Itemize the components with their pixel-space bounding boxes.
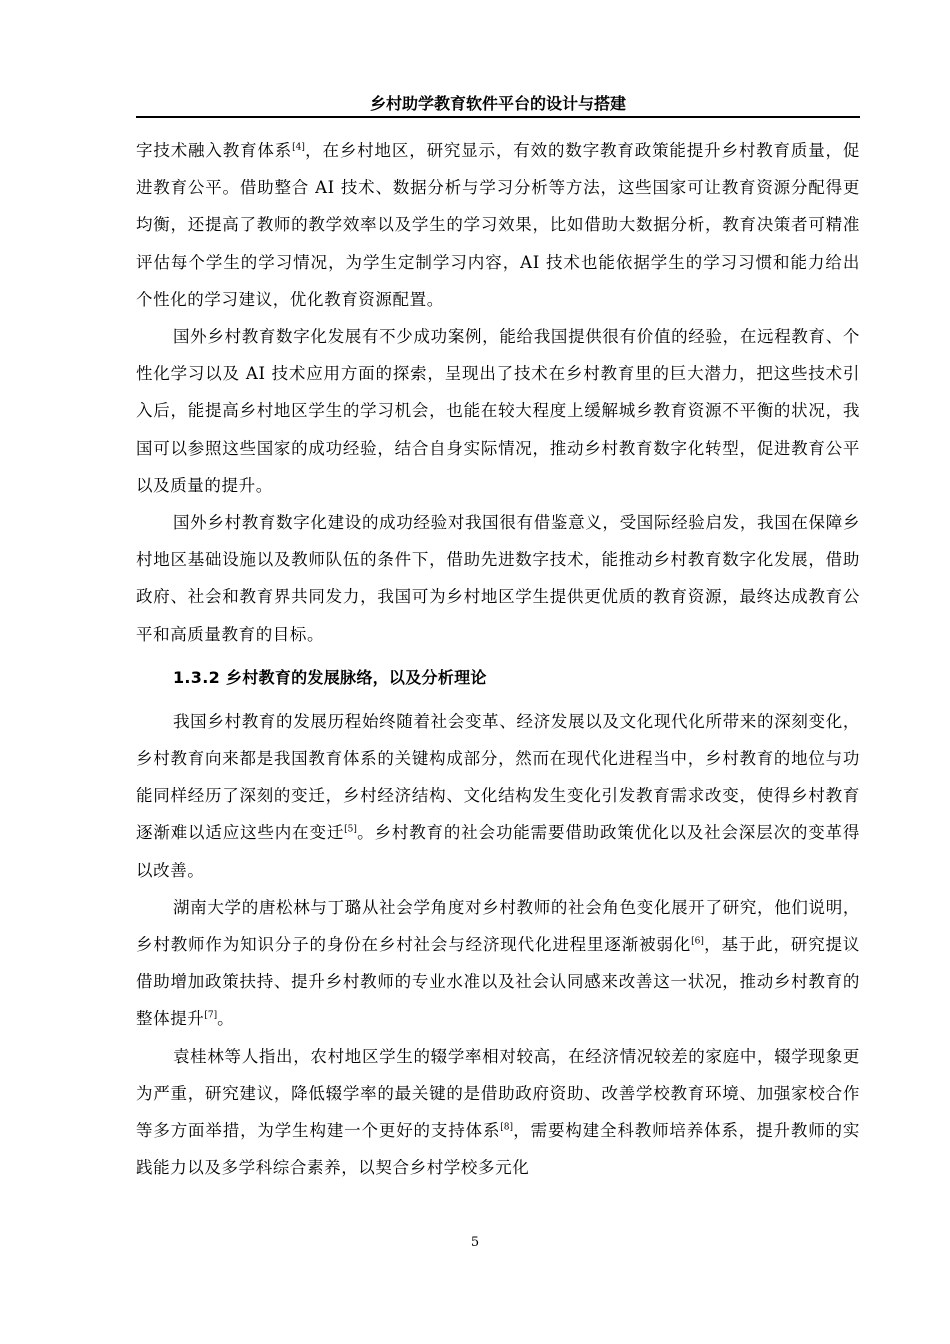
paragraph-text: 。 xyxy=(217,1009,235,1029)
citation-ref: [4] xyxy=(292,142,305,153)
citation-ref: [7] xyxy=(204,1010,218,1021)
paragraph: 国外乡村教育数字化建设的成功经验对我国很有借鉴意义，受国际经验启发，我国在保障乡村地区基础设施以及教师队伍的条件下，借助先进数字技术，能推动乡村教育数字化发展，借助政府、社会和教育界共同发力，我国可为乡村地区学生提供更优质的教育资源，最终达成教育公平和高质量教育的目标。 xyxy=(136,513,860,644)
citation-ref: [5] xyxy=(344,824,357,835)
paragraph-text: 我国乡村教育的发展历程始终随着社会变革、经济发展以及文化现代化所带来的深刻变化，乡村教育向来都是我国教育体系的关键构成部分，然而在现代化进程当中，乡村教育的地位与功能同样经历了深刻的变迁，乡村经济结构、文化结构发生变化引发教育需求改变，使得乡村教育逐渐难以适应这些内在变迁 xyxy=(136,711,860,843)
paragraph-text: 湖南大学的唐松林与丁璐从社会学角度对乡村教师的社会角色变化展开了研究，他们说明，乡村教师作为知识分子的身份在乡村社会与经济现代化进程里逐渐被弱化 xyxy=(136,897,860,955)
paragraph-text: ，需要构建全科教师培养体系，提升教师的实践能力以及多学科综合素养，以契合乡村学校多元化 xyxy=(136,1121,860,1178)
running-header-title: 乡村助学教育软件平台的设计与搭建 xyxy=(369,94,626,113)
paragraph: 国外乡村教育数字化发展有不少成功案例，能给我国提供很有价值的经验，在远程教育、个性化学习以及 AI 技术应用方面的探索，呈现出了技术在乡村教育里的巨大潜力，把这些技术引入后，能提高乡村地区学生的学习机会，也能在较大程度上缓解城乡教育资源不平衡的状况，我国可以参照这些国家的成功经验，结合自身实际情况，推动乡村教育数字化转型，促进教育公平以及质量的提升。 xyxy=(136,327,860,495)
paragraph xyxy=(136,1038,860,1187)
body-text xyxy=(136,132,860,1186)
header-rule xyxy=(136,116,860,118)
citation-ref: [8] xyxy=(500,1122,514,1133)
paragraph xyxy=(136,703,860,889)
citation-ref: [6] xyxy=(691,936,704,947)
paragraph-text: 字技术融入教育体系 xyxy=(136,141,293,160)
paragraph xyxy=(136,889,860,1038)
paragraph-text: 。乡村教育的社会功能需要借助政策优化以及社会深层次的变革得以改善。 xyxy=(136,823,860,880)
page-number: 5 xyxy=(470,1235,480,1250)
paragraph-text: 袁桂林等人指出，农村地区学生的辍学率相对较高，在经济情况较差的家庭中，辍学现象更为严重，研究建议，降低辍学率的最关键的是借助政府资助、改善学校教育环境、加强家校合作等多方面举措，为学生构建一个更好的支持体系 xyxy=(136,1046,860,1141)
paragraph-continued xyxy=(136,132,860,318)
paragraph-text: ，基于此，研究提议借助增加政策扶持、提升乡村教师的专业水准以及社会认同感来改善这一状况，推动乡村教育的整体提升 xyxy=(136,935,861,1029)
paragraph-text: ，在乡村地区，研究显示，有效的数字教育政策能提升乡村教育质量，促进教育公平。借助整合 AI 技术、数据分析与学习分析等方法，这些国家可让教育资源分配得更均衡，还提高了教师的教学效率以及学生的学习效果，比如借助大数据分析，教育决策者可精准评估每个学生的学习情况，为学生定制学习内容，AI 技术也能依据学生的学习习惯和能力给出个性化的学习建议，优化教育资源配置。 xyxy=(136,141,861,309)
section-heading: 1.3.2 乡村教育的发展脉络，以及分析理论 xyxy=(173,667,487,687)
